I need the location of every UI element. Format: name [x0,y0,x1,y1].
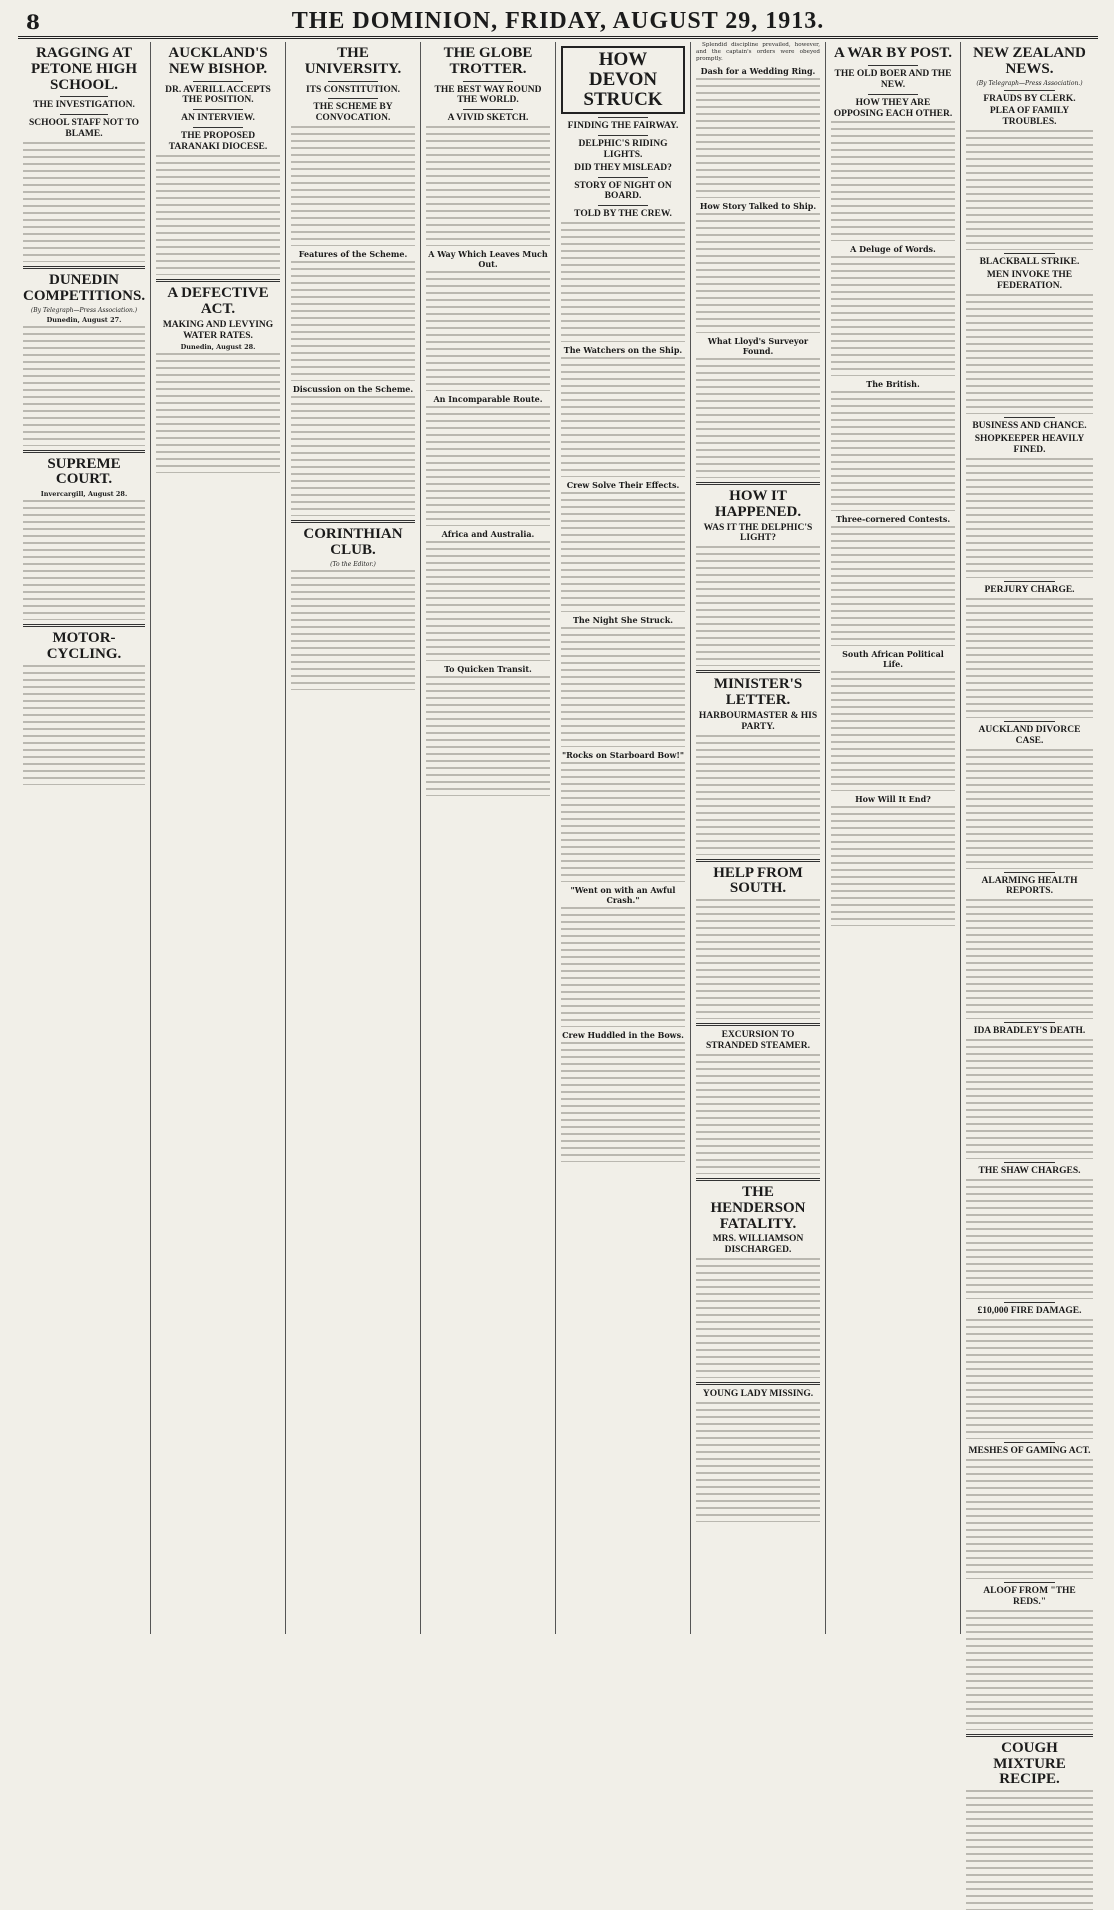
article-body [831,671,955,791]
section-headline: HELP FROM SOUTH. [713,864,803,897]
section-divider [696,1178,820,1181]
subhead: SCHOOL STAFF NOT TO BLAME. [28,118,140,140]
section-divider [156,279,280,282]
section-headline: HOW IT HAPPENED. [714,488,802,520]
subhead: A VIVID SKETCH. [447,113,529,124]
inline-head: Dash for a Wedding Ring. [700,66,816,76]
section-divider [696,1382,820,1385]
inline-head: A Way Which Leaves Much Out. [428,249,548,270]
subhead: DID THEY MISLEAD? [574,162,672,173]
article-body [696,1054,820,1174]
headline: HOW DEVON STRUCK [561,46,685,114]
article-body [561,907,685,1027]
inline-head: How Will It End? [855,794,931,805]
article-body [426,406,550,526]
column-7 [826,42,961,1634]
article-body [426,676,550,796]
section-divider [966,1734,1093,1737]
article-body [966,1459,1093,1579]
section-divider [696,1023,820,1026]
column-5 [556,42,691,1634]
newspaper-title: THE DOMINION, FRIDAY, AUGUST 29, 1913. [291,8,825,34]
masthead [18,6,1098,39]
article-body [426,126,550,246]
subhead: DELPHIC'S RIDING LIGHTS. [578,138,668,160]
dateline: Invercargill, August 28. [40,490,128,499]
byline: (By Telegraph—Press Association.) [30,306,138,314]
article-body [426,541,550,661]
subhead: THE PROPOSED TARANAKI DIOCESE. [168,131,268,153]
section-headline: CORINTHIAN CLUB. [303,526,403,559]
subhead: MAKING AND LEVYING WATER RATES. [162,319,274,341]
column-3 [286,42,421,1634]
article-body [966,130,1093,250]
section-divider [696,482,820,485]
news-item-head: BLACKBALL STRIKE. [979,257,1080,268]
article-body [831,526,955,646]
lead-text: Splendid discipline prevailed, however, and the captain's orders were obeyed promptly. [696,42,820,62]
byline: (To the Editor.) [330,560,376,568]
article-body [696,1402,820,1522]
divider [193,109,243,110]
headline: RAGGING AT PETONE HIGH SCHOOL. [31,45,137,93]
article-body [561,492,685,612]
section-headline: A DEFECTIVE ACT. [167,285,269,317]
dateline: Dunedin, August 28. [180,343,256,352]
section-divider [23,266,145,269]
news-item-head: MEN INVOKE THE FEDERATION. [986,270,1073,292]
divider [868,65,918,66]
news-item-head: IDA BRADLEY'S DEATH. [973,1026,1086,1037]
article-body [291,261,415,381]
inline-head: A Deluge of Words. [850,244,936,255]
column-2 [151,42,286,1634]
article-body [696,735,820,855]
subhead: DR. AVERILL ACCEPTS THE POSITION. [165,84,271,106]
inline-head: Africa and Australia. [441,529,535,540]
inline-head: Crew Solve Their Effects. [566,480,680,491]
article-body [831,391,955,511]
divider [60,114,109,115]
news-item-head: MESHES OF GAMING ACT. [968,1446,1091,1457]
divider [598,177,648,178]
divider [193,127,243,128]
inline-head: Discussion on the Scheme. [292,384,414,395]
divider [328,81,378,82]
article-body [23,665,145,785]
article-body [291,396,415,516]
subhead: THE SCHEME BY CONVOCATION. [313,102,393,124]
subhead: THE BEST WAY ROUND THE WORLD. [434,84,542,106]
divider [1004,1302,1055,1303]
article-body [966,749,1093,869]
byline: (By Telegraph—Press Association.) [976,79,1083,87]
inline-head: "Rocks on Starboard Bow!" [561,750,685,761]
article-body [156,155,280,275]
divider [463,109,513,110]
subhead: MRS. WILLIAMSON DISCHARGED. [712,1234,804,1256]
subhead: THE INVESTIGATION. [33,100,135,111]
article-body [831,806,955,926]
divider [1004,253,1055,254]
article-body [966,1039,1093,1159]
column-1 [18,42,151,1634]
news-item-head: FRAUDS BY CLERK. [983,93,1076,104]
inline-head: Crew Huddled in the Bows. [562,1030,684,1041]
advert-headline: COUGH MIXTURE RECIPE. [993,1739,1066,1788]
news-item-head: PLEA OF FAMILY TROUBLES. [989,106,1070,128]
article-body [561,222,685,342]
divider [328,98,378,99]
inline-head: The Night She Struck. [572,615,674,626]
column-4 [421,42,556,1634]
section-divider [23,624,145,627]
divider [1004,90,1055,91]
divider [1004,1162,1055,1163]
article-body [966,1610,1093,1730]
headline: THE UNIVERSITY. [304,45,402,77]
section-headline: SUPREME COURT. [47,455,121,488]
divider [193,81,243,82]
subhead: TOLD BY THE CREW. [574,209,672,220]
article-body [696,546,820,666]
article-body [23,326,145,446]
inline-head: The British. [866,379,920,390]
subhead: HOW THEY ARE OPPOSING EACH OTHER. [833,97,953,119]
headline: NEW ZEALAND NEWS. [973,45,1086,77]
section-divider [23,450,145,453]
news-item-head: BUSINESS AND CHANCE. [972,421,1087,432]
dateline: Dunedin, August 27. [46,315,122,324]
article-body [696,358,820,478]
divider [1004,581,1055,582]
column-8 [961,42,1098,1788]
news-item-head: ALARMING HEALTH REPORTS. [981,875,1078,897]
subhead: THE OLD BOER AND THE NEW. [834,68,952,90]
article-body [291,570,415,690]
inline-head: "Went on with an Awful Crash." [570,885,676,906]
news-item-head: £10,000 FIRE DAMAGE. [977,1306,1082,1317]
inline-head: An Incomparable Route. [433,394,543,405]
inline-head: To Quicken Transit. [444,664,532,675]
news-item-head: PERJURY CHARGE. [984,584,1075,595]
subhead: FINDING THE FAIRWAY. [567,120,679,131]
subhead: WAS IT THE DELPHIC'S LIGHT? [703,522,813,544]
news-item-head: ALOOF FROM "THE REDS." [983,1586,1076,1608]
article-body [561,1042,685,1162]
section-divider [696,670,820,673]
section-divider [291,520,415,523]
divider [1004,872,1055,873]
article-body [561,762,685,882]
article-body [966,1790,1093,1910]
divider [1004,1582,1055,1583]
divider [598,117,648,118]
article-body [561,627,685,747]
divider [598,205,648,206]
inline-head: The Watchers on the Ship. [563,345,683,356]
inline-head: What Lloyd's Surveyor Found. [707,336,809,356]
subhead: EXCURSION TO STRANDED STEAMER. [706,1030,810,1052]
article-body [291,126,415,246]
columns [18,42,1098,1788]
article-body [696,1258,820,1378]
article-body [696,78,820,198]
article-body [156,353,280,473]
headline: AUCKLAND'S NEW BISHOP. [168,45,268,77]
subhead: AN INTERVIEW. [181,113,255,124]
article-body [966,1179,1093,1299]
inline-head: Three-cornered Contests. [835,514,951,525]
article-body [23,500,145,620]
page-number: 8 [26,10,40,34]
article-body [966,294,1093,414]
subhead: STORY OF NIGHT ON BOARD. [574,180,672,202]
news-item-head: THE SHAW CHARGES. [978,1166,1081,1177]
article-body [831,256,955,376]
headline: A WAR BY POST. [833,45,953,61]
divider [1004,1022,1055,1023]
subhead: HARBOURMASTER & HIS PARTY. [698,710,818,732]
headline: THE GLOBE TROTTER. [443,45,533,77]
divider [1004,1442,1055,1443]
news-item-head: SHOPKEEPER HEAVILY FINED. [974,433,1085,455]
subhead: YOUNG LADY MISSING. [702,1389,814,1400]
divider [598,135,648,136]
article-body [966,899,1093,1019]
section-divider [696,859,820,862]
inline-head: How Story Talked to Ship. [699,201,817,211]
article-body [561,357,685,477]
section-headline: DUNEDIN COMPETITIONS. [23,272,146,304]
article-body [966,598,1093,718]
divider [60,96,109,97]
article-body [696,899,820,1019]
section-headline: MINISTER'S LETTER. [713,676,803,709]
news-item-head: AUCKLAND DIVORCE CASE. [978,724,1081,746]
inline-head: Features of the Scheme. [298,249,408,260]
column-6 [691,42,826,1634]
article-body [966,458,1093,578]
article-body [831,121,955,241]
article-body [966,1319,1093,1439]
inline-head: South African Political Life. [842,649,944,670]
article-body [696,213,820,333]
divider [1004,417,1055,418]
section-headline: THE HENDERSON FATALITY. [710,1184,806,1232]
article-body [426,271,550,391]
section-headline: MOTOR-CYCLING. [46,630,122,662]
subhead: ITS CONSTITUTION. [306,84,400,95]
divider [1004,721,1055,722]
divider [868,94,918,95]
divider [463,81,513,82]
article-body [23,142,145,262]
